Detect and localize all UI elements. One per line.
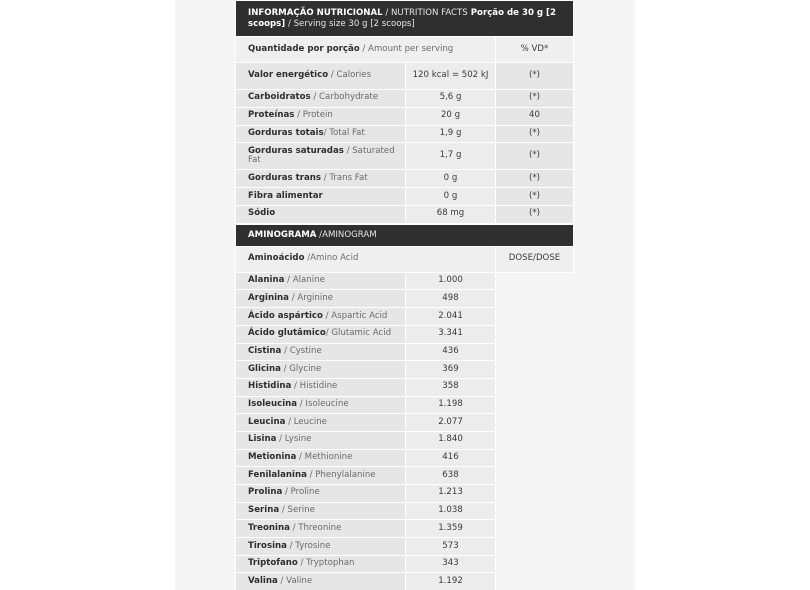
nutrition-header-subtitle: / NUTRITION FACTS	[382, 7, 468, 18]
empty-cell	[496, 361, 574, 379]
amino-acid-column-header	[236, 246, 496, 272]
amino-acid-dose: 1.840	[406, 431, 496, 449]
amino-acid-row	[236, 396, 574, 414]
nutrient-name-en: / Total Fat	[323, 128, 365, 139]
vd-column-header: % VD*	[496, 37, 574, 63]
amino-acid-name	[236, 449, 406, 467]
nutrient-name	[236, 170, 406, 188]
nutrient-vd: (*)	[496, 63, 574, 90]
amino-acid-name-pt: Ácido glutâmico	[248, 328, 326, 339]
amino-acid-row	[236, 272, 574, 290]
amino-acid-name-pt: Tirosina	[248, 540, 287, 551]
amino-acid-dose: 573	[406, 538, 496, 556]
empty-cell	[496, 272, 574, 290]
dose-column-header: DOSE/DOSE	[496, 246, 574, 272]
empty-cell	[496, 325, 574, 343]
amino-acid-row	[236, 361, 574, 379]
nutrient-vd: (*)	[496, 143, 574, 170]
nutrient-name-en: / Calories	[328, 70, 372, 81]
amino-acid-dose: 3.341	[406, 325, 496, 343]
amino-acid-name-en: / Leucine	[285, 416, 327, 427]
amino-acid-dose: 498	[406, 290, 496, 308]
serving-size-english: / Serving size 30 g [2 scoops]	[285, 18, 415, 29]
nutrient-vd: (*)	[496, 205, 574, 223]
amino-acid-name-pt: Fenilalanina	[248, 469, 307, 480]
nutrient-vd: (*)	[496, 170, 574, 188]
amino-acid-name	[236, 573, 406, 590]
amino-acid-name-pt: Glicina	[248, 363, 281, 374]
amino-acid-dose: 369	[406, 361, 496, 379]
nutrient-name	[236, 107, 406, 125]
aminogram-table	[235, 224, 574, 590]
amino-acid-dose: 358	[406, 378, 496, 396]
amino-acid-name-pt: Lisina	[248, 434, 277, 445]
amino-acid-name-pt: Arginina	[248, 292, 289, 303]
amino-acid-name-en: / Valine	[277, 575, 313, 586]
amino-acid-name-en: / Phenylalanine	[306, 469, 376, 480]
amino-acid-dose: 1.038	[406, 502, 496, 520]
amino-acid-name	[236, 467, 406, 485]
amino-acid-name	[236, 555, 406, 573]
nutrient-name-pt: Valor energético	[248, 70, 329, 81]
amino-acid-name-en: / Histidine	[291, 381, 338, 392]
amount-column-header	[236, 37, 496, 63]
nutrition-header	[236, 1, 574, 37]
amino-acid-dose: 436	[406, 343, 496, 361]
nutrition-row	[236, 205, 574, 223]
amino-acid-name-en: / Proline	[282, 487, 320, 498]
amino-acid-name	[236, 414, 406, 432]
nutrient-name-en: / Carbohydrate	[310, 92, 378, 103]
amino-acid-dose: 416	[406, 449, 496, 467]
empty-cell	[496, 449, 574, 467]
amino-acid-dose: 1.192	[406, 573, 496, 590]
amount-header-en: / Amount per serving	[359, 43, 454, 54]
nutrient-vd: 40	[496, 107, 574, 125]
nutrient-vd: (*)	[496, 125, 574, 143]
amino-acid-dose: 638	[406, 467, 496, 485]
amino-acid-name-en: / Lysine	[276, 434, 312, 445]
nutrient-amount: 0 g	[406, 170, 496, 188]
amino-acid-name-pt: Ácido aspártico	[248, 310, 323, 321]
nutrition-row	[236, 90, 574, 108]
amino-acid-name-en: / Alanine	[284, 275, 325, 286]
amino-acid-row	[236, 325, 574, 343]
amino-acid-name	[236, 396, 406, 414]
empty-cell	[496, 573, 574, 590]
nutrient-name	[236, 205, 406, 223]
nutrient-name-pt: Proteínas	[248, 110, 295, 121]
amino-acid-dose: 2.041	[406, 308, 496, 326]
nutrient-name-pt: Gorduras totais	[248, 128, 324, 139]
amino-acid-row	[236, 308, 574, 326]
amino-acid-name-pt: Valina	[248, 575, 278, 586]
empty-cell	[496, 308, 574, 326]
amino-acid-name	[236, 361, 406, 379]
amino-acid-row	[236, 502, 574, 520]
nutrient-amount: 1,9 g	[406, 125, 496, 143]
amino-acid-name-pt: Histidina	[248, 381, 292, 392]
amino-acid-dose: 2.077	[406, 414, 496, 432]
nutrition-row	[236, 170, 574, 188]
amino-acid-dose: 343	[406, 555, 496, 573]
amino-header-en: /Amino Acid	[304, 253, 359, 264]
aminogram-header-row	[236, 224, 574, 246]
empty-cell	[496, 431, 574, 449]
nutrition-row	[236, 63, 574, 90]
amino-acid-name-pt: Alanina	[248, 275, 285, 286]
nutrient-name	[236, 63, 406, 90]
aminogram-header-subtitle: /AMINOGRAM	[316, 229, 377, 240]
amino-acid-name	[236, 272, 406, 290]
nutrition-header-title: INFORMAÇÃO NUTRICIONAL	[248, 7, 383, 18]
nutrient-name-en: / Saturated Fat	[248, 145, 395, 166]
nutrition-facts-table	[235, 0, 574, 224]
amino-acid-name	[236, 290, 406, 308]
amino-acid-name	[236, 538, 406, 556]
empty-cell	[496, 343, 574, 361]
amino-acid-row	[236, 431, 574, 449]
amino-acid-row	[236, 555, 574, 573]
nutrition-table-wrapper	[235, 0, 573, 590]
amino-acid-name	[236, 308, 406, 326]
empty-cell	[496, 520, 574, 538]
nutrient-name	[236, 90, 406, 108]
nutrient-name-pt: Sódio	[248, 208, 276, 219]
nutrient-vd: (*)	[496, 90, 574, 108]
amino-acid-name-en: / Threonine	[289, 522, 342, 533]
amino-acid-name-pt: Prolina	[248, 487, 283, 498]
nutrition-row	[236, 188, 574, 206]
amino-acid-name-pt: Treonina	[248, 522, 290, 533]
empty-cell	[496, 414, 574, 432]
amino-acid-name-en: / Arginine	[288, 292, 333, 303]
amino-acid-name-en: / Serine	[279, 505, 315, 516]
amino-header-pt: Aminoácido	[248, 253, 305, 264]
nutrient-name	[236, 143, 406, 170]
amino-acid-name-en: / Tryptophan	[297, 558, 355, 569]
amino-acid-name	[236, 378, 406, 396]
nutrient-name-pt: Gorduras trans	[248, 172, 321, 183]
empty-cell	[496, 485, 574, 503]
aminogram-header	[236, 224, 574, 246]
nutrient-amount: 68 mg	[406, 205, 496, 223]
nutrient-name	[236, 188, 406, 206]
amount-header-pt: Quantidade por porção	[248, 43, 360, 54]
empty-cell	[496, 538, 574, 556]
amino-acid-name	[236, 325, 406, 343]
amino-acid-dose: 1.359	[406, 520, 496, 538]
nutrient-name-pt: Carboidratos	[248, 92, 311, 103]
amino-acid-row	[236, 290, 574, 308]
empty-cell	[496, 378, 574, 396]
serving-size-label: Porção de 30 g [2 scoops]	[248, 7, 556, 29]
amino-acid-name-pt: Leucina	[248, 416, 286, 427]
nutrient-amount: 120 kcal = 502 kJ	[406, 63, 496, 90]
amino-acid-name	[236, 431, 406, 449]
amino-acid-name-pt: Metionina	[248, 452, 297, 463]
amino-acid-name-en: / Methionine	[296, 452, 353, 463]
amino-acid-name	[236, 520, 406, 538]
nutrition-row	[236, 143, 574, 170]
nutrient-name-en: / Protein	[294, 110, 333, 121]
aminogram-header-title: AMINOGRAMA	[248, 229, 317, 240]
nutrition-column-header-row	[236, 37, 574, 63]
amino-acid-dose: 1.198	[406, 396, 496, 414]
amino-acid-dose: 1.000	[406, 272, 496, 290]
amino-acid-row	[236, 449, 574, 467]
amino-acid-row	[236, 573, 574, 590]
amino-acid-row	[236, 538, 574, 556]
nutrient-name	[236, 125, 406, 143]
amino-acid-name-en: / Glutamic Acid	[325, 328, 392, 339]
amino-acid-name-en: / Isoleucine	[297, 399, 349, 409]
amino-acid-name-en: / Cystine	[281, 345, 322, 356]
amino-acid-row	[236, 378, 574, 396]
empty-cell	[496, 467, 574, 485]
nutrient-vd: (*)	[496, 188, 574, 206]
amino-acid-dose: 1.213	[406, 485, 496, 503]
amino-acid-name-pt: Triptofano	[248, 558, 298, 569]
amino-acid-name	[236, 485, 406, 503]
amino-acid-name-pt: Cistina	[248, 345, 282, 356]
amino-acid-row	[236, 520, 574, 538]
nutrient-amount: 1,7 g	[406, 143, 496, 170]
empty-cell	[496, 396, 574, 414]
amino-acid-name	[236, 343, 406, 361]
nutrient-amount: 0 g	[406, 188, 496, 206]
amino-acid-name-en: / Aspartic Acid	[322, 310, 388, 321]
empty-cell	[496, 290, 574, 308]
amino-acid-name-en: / Glycine	[280, 363, 322, 374]
amino-acid-name-pt: Isoleucina	[248, 399, 298, 409]
aminogram-column-header-row	[236, 246, 574, 272]
amino-acid-row	[236, 467, 574, 485]
empty-cell	[496, 555, 574, 573]
nutrient-name-pt: Gorduras saturadas	[248, 145, 344, 156]
nutrient-name-pt: Fibra alimentar	[248, 190, 323, 201]
nutrient-name-en: / Trans Fat	[321, 172, 368, 183]
nutrition-row	[236, 107, 574, 125]
amino-acid-row	[236, 343, 574, 361]
nutrition-header-row	[236, 1, 574, 37]
nutrient-amount: 5,6 g	[406, 90, 496, 108]
empty-cell	[496, 502, 574, 520]
nutrient-amount: 20 g	[406, 107, 496, 125]
nutrition-row	[236, 125, 574, 143]
amino-acid-name	[236, 502, 406, 520]
amino-acid-row	[236, 485, 574, 503]
amino-acid-name-pt: Serina	[248, 505, 280, 516]
amino-acid-row	[236, 414, 574, 432]
amino-acid-name-en: / Tyrosine	[286, 540, 331, 551]
